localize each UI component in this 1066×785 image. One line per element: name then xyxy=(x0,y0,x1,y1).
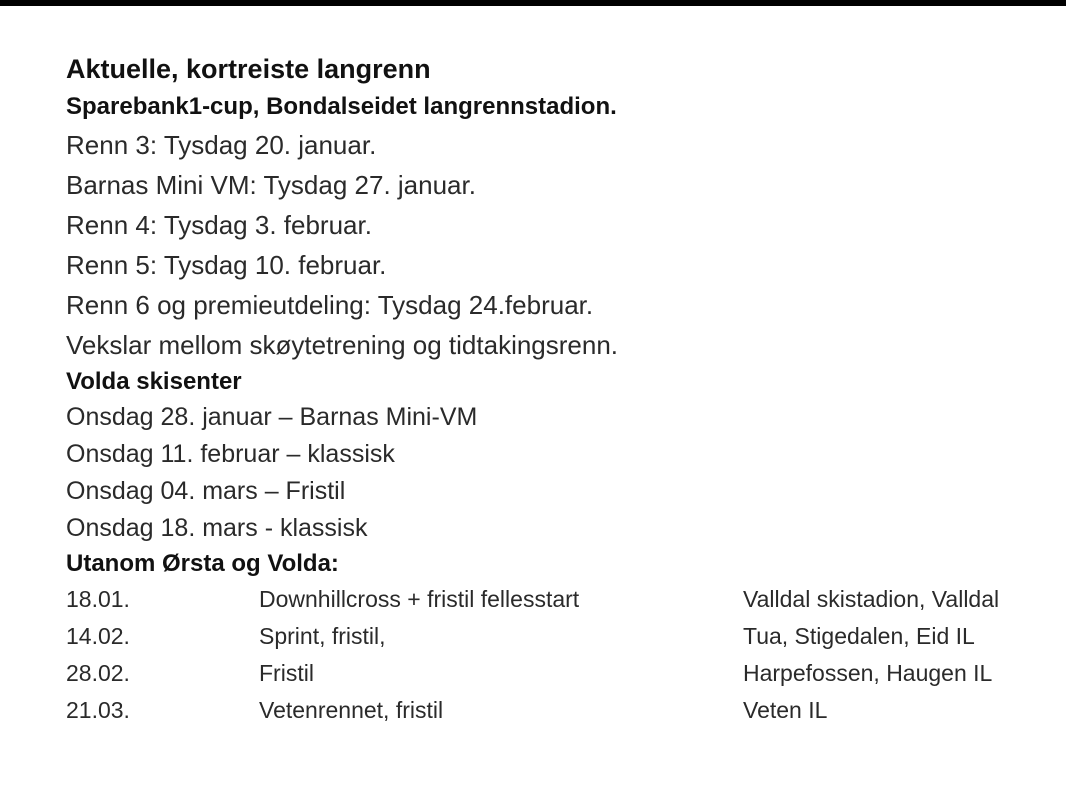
cup-line: Vekslar mellom skøytetrening og tidtakingsrenn. xyxy=(66,330,619,360)
volda-line: Onsdag 11. februar – klassisk xyxy=(66,440,395,468)
race-place: Valldal skistadion, Valldal xyxy=(743,586,1000,612)
cup-heading: Sparebank1-cup, Bondalseidet langrennstadion. xyxy=(66,93,617,120)
race-place: Tua, Stigedalen, Eid IL xyxy=(743,623,975,649)
cup-line: Renn 6 og premieutdeling: Tysdag 24.februar. xyxy=(66,290,594,320)
race-date: 14.02. xyxy=(66,623,130,649)
volda-heading: Volda skisenter xyxy=(66,368,242,395)
race-event: Sprint, fristil, xyxy=(259,623,386,649)
volda-line: Onsdag 04. mars – Fristil xyxy=(66,477,346,505)
volda-line: Onsdag 18. mars - klassisk xyxy=(66,514,368,542)
volda-line: Onsdag 28. januar – Barnas Mini-VM xyxy=(66,403,478,431)
other-heading: Utanom Ørsta og Volda: xyxy=(66,550,339,577)
document-title: Aktuelle, kortreiste langrenn xyxy=(66,54,431,84)
document xyxy=(66,50,1056,729)
race-place: Veten IL xyxy=(743,697,828,723)
race-event: Fristil xyxy=(259,660,314,686)
top-border xyxy=(0,0,1066,6)
race-place: Harpefossen, Haugen IL xyxy=(743,660,993,686)
race-event: Vetenrennet, fristil xyxy=(259,697,444,723)
race-row xyxy=(66,655,1056,692)
race-event: Downhillcross + fristil fellesstart xyxy=(259,586,580,612)
race-date: 28.02. xyxy=(66,660,130,686)
cup-line: Barnas Mini VM: Tysdag 27. januar. xyxy=(66,170,476,200)
race-date: 21.03. xyxy=(66,697,130,723)
cup-line: Renn 5: Tysdag 10. februar. xyxy=(66,250,387,280)
race-row xyxy=(66,618,1056,655)
cup-line: Renn 4: Tysdag 3. februar. xyxy=(66,210,372,240)
race-date: 18.01. xyxy=(66,586,130,612)
race-row xyxy=(66,692,1056,729)
cup-line: Renn 3: Tysdag 20. januar. xyxy=(66,130,377,160)
race-row xyxy=(66,581,1056,618)
